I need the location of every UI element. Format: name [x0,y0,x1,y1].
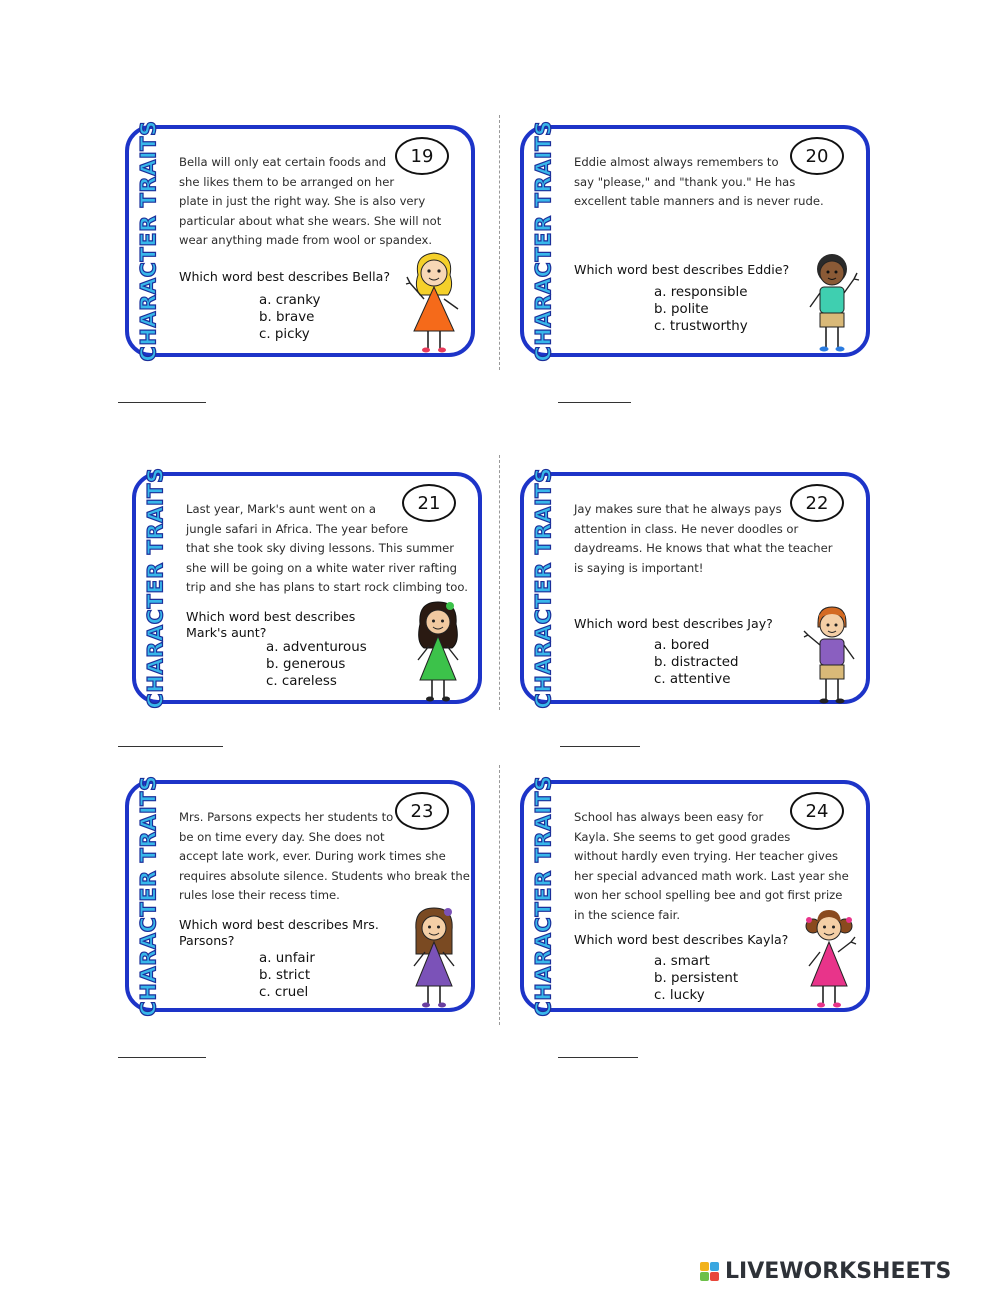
cut-line-3 [499,765,500,1025]
girl-brown-hair-illustration [404,902,464,1010]
card-number: 20 [790,137,844,175]
option-b: b. brave [259,310,315,325]
card-number: 21 [402,484,456,522]
card-number: 24 [790,792,844,830]
card-passage: Bella will only eat certain foods and she likes them to be arranged on her plate in just the right way. She is also very particular about what she wears. She will not wear anything made from wool or spandex. [179,155,442,247]
option-a: a. smart [654,954,710,969]
brand-name: LIVEWORKSHEETS [725,1258,952,1284]
card-question: Which word best describes Bella? [179,269,391,284]
answer-line-21[interactable] [118,746,223,747]
option-a: a. responsible [654,285,748,300]
option-b: b. generous [266,657,346,672]
card-passage: Eddie almost always remembers to say "please," and "thank you." He has excellent table manners and is never rude. [574,155,824,208]
card-side-title: CHARACTER TRAITS [137,775,161,1017]
card-question: Which word best describes Mark's aunt? [186,609,356,640]
boy-red-hair-illustration [802,601,862,709]
answer-options [654,637,739,688]
answer-line-20[interactable] [558,402,631,403]
card-question: Which word best describes Jay? [574,616,773,631]
cut-line-2 [499,455,500,710]
card-passage: Last year, Mark's aunt went on a jungle safari in Africa. The year before that she took sky diving lessons. This summer she will be going on a white water river rafting trip and she has plans to start rock climbing too. [186,502,468,594]
liveworksheets-icon [700,1262,719,1281]
cut-line-1 [499,115,500,370]
answer-options [266,639,367,690]
option-c: c. picky [259,327,310,342]
girl-pigtails-illustration [799,902,859,1010]
liveworksheets-logo [700,1255,951,1287]
answer-options [654,953,738,1004]
task-card-23 [125,775,475,1017]
answer-options [259,292,320,343]
answer-options [259,950,315,1001]
answer-line-24[interactable] [558,1057,638,1058]
boy-curly-hair-illustration [802,249,862,357]
card-side-title: CHARACTER TRAITS [137,120,161,362]
answer-line-19[interactable] [118,402,206,403]
option-c: c. cruel [259,985,309,1000]
option-b: b. distracted [654,655,739,670]
answer-line-23[interactable] [118,1057,206,1058]
task-card-20 [520,120,870,362]
task-card-21 [132,467,482,709]
card-number: 19 [395,137,449,175]
answer-options [654,284,748,335]
girl-dark-hair-illustration [408,596,468,704]
card-side-title: CHARACTER TRAITS [532,467,556,709]
option-b: b. strict [259,968,311,983]
card-question: Which word best describes Mrs. Parsons? [179,917,379,948]
option-a: a. adventurous [266,640,367,655]
option-c: c. attentive [654,672,731,687]
option-c: c. trustworthy [654,319,748,334]
option-c: c. careless [266,674,337,689]
task-card-24 [520,775,870,1017]
card-passage: Mrs. Parsons expects her students to be on time every day. She does not accept late work, ever. During work times she requires absolute silence. Students who break the rules lose their recess time. [179,810,470,902]
card-passage: School has always been easy for Kayla. She seems to get good grades without hardly even trying. Her teacher gives her special advanced math work. Last year she won her school spelling bee and got first prize in the science fair. [574,810,849,922]
card-question: Which word best describes Kayla? [574,932,789,947]
card-passage: Jay makes sure that he always pays attention in class. He never doodles or daydreams. He knows that what the teacher is saying is important! [574,502,833,575]
girl-blonde-illustration [404,247,464,355]
card-number: 23 [395,792,449,830]
card-side-title: CHARACTER TRAITS [532,120,556,362]
card-side-title: CHARACTER TRAITS [144,467,168,709]
option-a: a. bored [654,638,710,653]
card-question: Which word best describes Eddie? [574,262,790,277]
option-a: a. cranky [259,293,321,308]
task-card-19 [125,120,475,362]
option-a: a. unfair [259,951,315,966]
card-side-title: CHARACTER TRAITS [532,775,556,1017]
option-c: c. lucky [654,988,705,1003]
option-b: b. polite [654,302,709,317]
card-number: 22 [790,484,844,522]
answer-line-22[interactable] [560,746,640,747]
option-b: b. persistent [654,971,739,986]
task-card-22 [520,467,870,709]
